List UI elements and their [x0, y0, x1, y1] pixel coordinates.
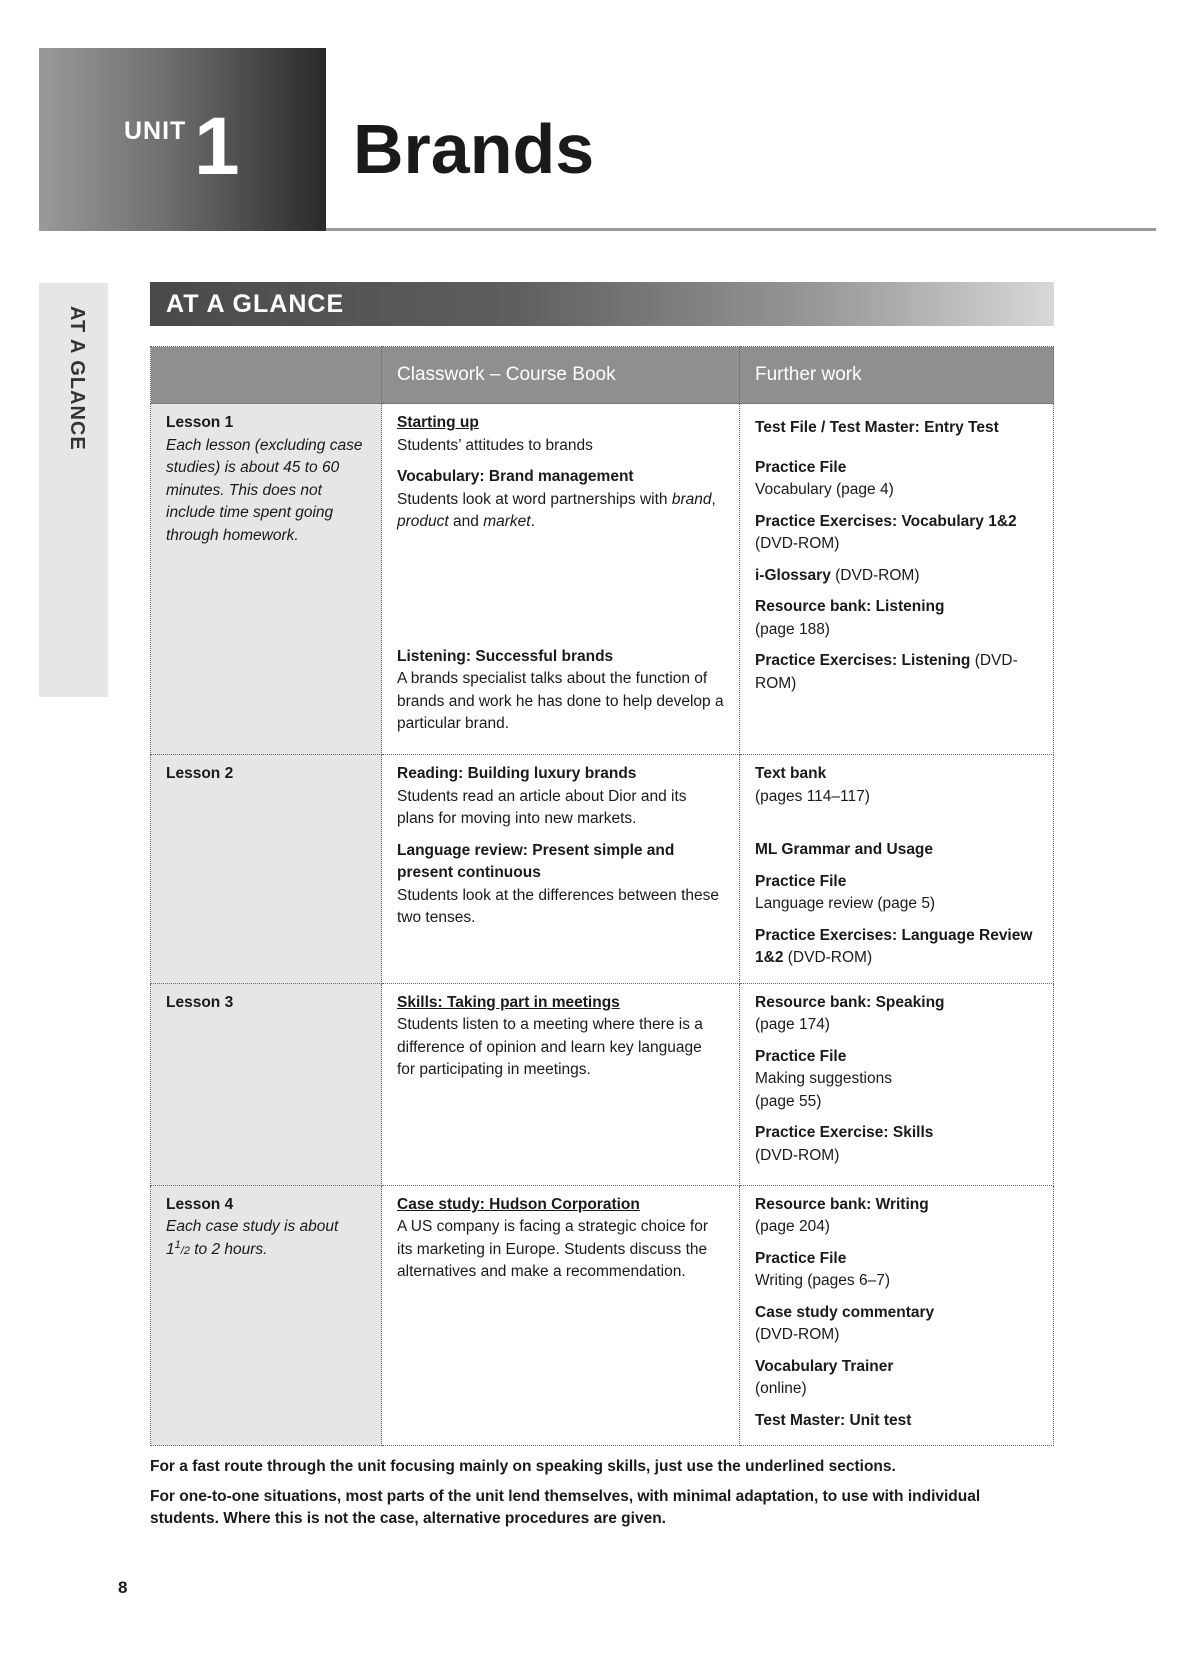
- entry-title: Reading: Building luxury brands: [397, 765, 637, 782]
- table-row: [151, 755, 1054, 984]
- entry-title: Text bank: [755, 765, 827, 782]
- further-entry: [755, 417, 1038, 440]
- text-span: Students look at word partnerships with: [397, 490, 672, 508]
- entry-title: Case study: Hudson Corporation: [397, 1195, 640, 1213]
- entry-text: Students listen to a meeting where there is a difference of opinion and learn key language for participating in meetings.: [397, 1016, 703, 1079]
- note-text: to 2 hours.: [189, 1240, 268, 1258]
- table-row: [151, 1185, 1054, 1445]
- further-entry: [755, 871, 1038, 916]
- further-entry: [755, 1194, 1038, 1239]
- entry-text: (DVD-ROM): [755, 1146, 840, 1164]
- entry-text: Students look at the differences between these two tenses.: [397, 886, 719, 926]
- entry-title-text: Practice Exercises: Language Review 1&2: [755, 926, 1033, 966]
- one-to-one-note: For one-to-one situations, most parts of the unit lend themselves, with minimal adaptation, to use with individual students. Where this is not the case, alternative procedures are given.: [150, 1488, 981, 1527]
- note-text: 1: [166, 1240, 175, 1258]
- classwork-cell: [382, 755, 740, 984]
- entry-text: A brands specialist talks about the function of brands and work he has done to help develop a particular brand.: [397, 670, 724, 733]
- classwork-entry: [397, 763, 724, 831]
- entry-text: (online): [755, 1380, 807, 1398]
- entry-title: Practice File: [755, 458, 847, 476]
- entry-title: Resource bank: Writing: [755, 1195, 929, 1213]
- entry-title: Practice Exercise: Skills: [755, 1124, 934, 1142]
- emphasis: brand: [671, 490, 712, 508]
- column-header-classwork: Classwork – Course Book: [382, 347, 740, 404]
- text-span: .: [530, 513, 535, 531]
- entry-text: (DVD-ROM): [783, 949, 873, 966]
- lesson-name: Lesson 1: [166, 414, 234, 432]
- further-entry: [755, 511, 1038, 556]
- entry-title: [755, 925, 1038, 970]
- unit-label: UNIT: [124, 117, 187, 145]
- entry-text: (page 188): [755, 620, 830, 638]
- unit-title: Brands: [353, 110, 595, 188]
- entry-text: Writing (pages 6–7): [755, 1272, 890, 1290]
- further-work-cell: [740, 983, 1054, 1185]
- lesson-cell: [151, 983, 382, 1185]
- entry-text: (page 204): [755, 1218, 830, 1236]
- lesson-cell: [151, 404, 382, 755]
- lesson-note: Each lesson (excluding case studies) is about 45 to 60 minutes. This does not include time spent going through homework.: [166, 436, 363, 544]
- entry-title-text: Practice Exercises: Listening: [755, 652, 971, 670]
- classwork-entry: [397, 412, 724, 457]
- further-entry: [755, 457, 1038, 502]
- table-row: [151, 983, 1054, 1185]
- further-entry: [755, 565, 1038, 588]
- further-entry: [755, 925, 1038, 970]
- entry-text: (DVD-ROM): [755, 535, 840, 553]
- entry-text: (DVD-ROM): [755, 1326, 840, 1344]
- entry-title: Language review: Present simple and present continuous: [397, 841, 675, 881]
- entry-title: Test File / Test Master: Entry Test: [755, 419, 999, 437]
- entry-text: (page 174): [755, 1016, 830, 1034]
- text-span: ,: [711, 490, 716, 508]
- at-a-glance-table: [150, 346, 1054, 1446]
- entry-text: (pages 114–117): [755, 787, 870, 805]
- entry-title: Case study commentary: [755, 1303, 935, 1321]
- fast-route-note: For a fast route through the unit focusing mainly on speaking skills, just use the underlined sections.: [150, 1458, 896, 1475]
- classwork-entry: [397, 992, 724, 1082]
- emphasis: market: [483, 513, 531, 531]
- entry-text: (DVD-ROM): [755, 652, 1018, 692]
- lesson-name: Lesson 3: [166, 993, 234, 1011]
- further-entry: [755, 650, 1038, 695]
- fraction-numerator: 1: [174, 1238, 181, 1251]
- further-entry: [755, 1122, 1038, 1167]
- classwork-entry: [397, 1194, 724, 1284]
- lesson-name: Lesson 4: [166, 1195, 234, 1213]
- lesson-name: Lesson 2: [166, 765, 234, 782]
- entry-title: Practice File: [755, 1047, 847, 1065]
- side-tab-label: AT A GLANCE: [66, 306, 88, 451]
- further-entry: [755, 1356, 1038, 1401]
- further-entry: [755, 1046, 1038, 1114]
- entry-text: A US company is facing a strategic choice for its marketing in Europe. Students discuss the alternatives and make a recommendation.: [397, 1218, 709, 1281]
- further-entry: [755, 839, 1038, 862]
- unit-number: 1: [194, 101, 240, 192]
- further-entry: [755, 1302, 1038, 1347]
- text-span: and: [448, 513, 484, 531]
- further-entry: [755, 1248, 1038, 1293]
- entry-text: Language review (page 5): [755, 895, 936, 912]
- entry-text: Vocabulary (page 4): [755, 481, 894, 499]
- classwork-cell: [382, 404, 740, 755]
- table-header-row: [151, 347, 1054, 404]
- entry-text: Making suggestions: [755, 1070, 892, 1088]
- classwork-entry: [397, 466, 724, 534]
- entry-title: Test Master: Unit test: [755, 1411, 912, 1429]
- entry-title: Skills: Taking part in meetings: [397, 993, 620, 1011]
- entry-title: Practice File: [755, 1249, 847, 1267]
- lesson-cell: [151, 1185, 382, 1445]
- further-entry: [755, 596, 1038, 641]
- page-number: 8: [118, 1578, 128, 1597]
- entry-title: Listening: Successful brands: [397, 647, 614, 665]
- further-entry: [755, 992, 1038, 1037]
- section-banner-title: AT A GLANCE: [166, 290, 345, 318]
- entry-title: i-Glossary: [755, 566, 831, 584]
- further-entry: [755, 1410, 1038, 1433]
- classwork-entry: [397, 840, 724, 930]
- entry-title: Practice Exercises: Vocabulary 1&2: [755, 512, 1017, 530]
- entry-text: (DVD-ROM): [830, 566, 920, 584]
- entry-text: Students’ attitudes to brands: [397, 436, 593, 454]
- classwork-cell: [382, 1185, 740, 1445]
- further-work-cell: [740, 1185, 1054, 1445]
- entry-title: Starting up: [397, 414, 479, 432]
- entry-title: ML Grammar and Usage: [755, 841, 934, 858]
- classwork-cell: [382, 983, 740, 1185]
- fraction-denominator: 2: [183, 1244, 190, 1257]
- table-row: [151, 404, 1054, 755]
- entry-title: Practice File: [755, 872, 847, 890]
- further-entry: [755, 763, 1038, 808]
- entry-text: (page 55): [755, 1092, 822, 1110]
- entry-text: Students read an article about Dior and its plans for moving into new markets.: [397, 787, 687, 827]
- lesson-note: Each case study is about: [166, 1218, 339, 1236]
- lesson-cell: [151, 755, 382, 984]
- column-header-lesson: [151, 347, 382, 404]
- lesson-note: [166, 1239, 366, 1262]
- column-header-further-work: Further work: [740, 347, 1054, 404]
- entry-title: Resource bank: Listening: [755, 598, 945, 616]
- header-rule: [326, 228, 1156, 231]
- entry-title: Vocabulary: Brand management: [397, 468, 634, 486]
- entry-title: Resource bank: Speaking: [755, 993, 945, 1011]
- further-work-cell: [740, 755, 1054, 984]
- emphasis: product: [397, 513, 449, 531]
- further-work-cell: [740, 404, 1054, 755]
- classwork-entry: [397, 646, 724, 736]
- fraction-slash: /: [180, 1244, 184, 1257]
- entry-text: [397, 489, 724, 534]
- entry-title: Vocabulary Trainer: [755, 1357, 894, 1375]
- spacer: [397, 543, 724, 646]
- entry-title: [755, 650, 1038, 695]
